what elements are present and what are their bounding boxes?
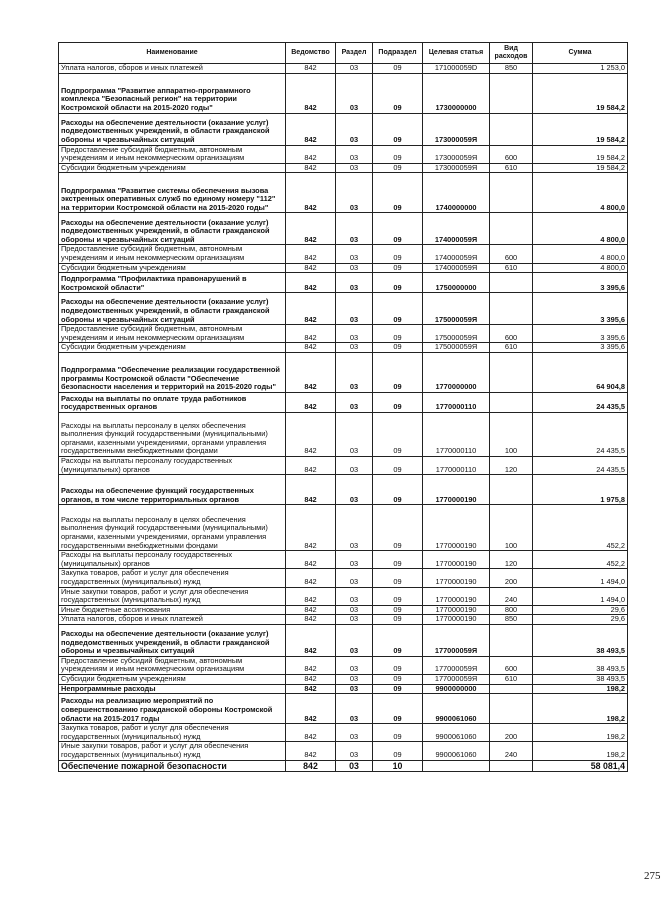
cell-target-article: 175000059Я — [423, 293, 490, 325]
table-row — [59, 742, 628, 760]
cell-name: Закупка товаров, работ и услуг для обеспечения государственных (муниципальных) нужд — [59, 724, 286, 742]
cell-name: Расходы на обеспечение деятельности (оказание услуг) подведомственных учреждений, в области гражданской обороны и чрезвычайных ситуаций — [59, 624, 286, 656]
table-row — [59, 505, 628, 551]
cell-target-article: 9900061060 — [423, 694, 490, 724]
cell-vedomstvo: 842 — [286, 675, 336, 685]
cell-sum: 3 395,6 — [533, 343, 628, 353]
cell-razdel: 03 — [336, 293, 373, 325]
cell-target-article: 9900061060 — [423, 724, 490, 742]
table-row — [59, 412, 628, 456]
cell-podrazdel: 09 — [373, 675, 423, 685]
cell-razdel: 03 — [336, 73, 373, 113]
cell-sum: 24 435,5 — [533, 392, 628, 412]
cell-expense-type: 240 — [490, 742, 533, 760]
cell-name: Расходы на выплаты персоналу государственных (муниципальных) органов — [59, 456, 286, 474]
cell-podrazdel: 09 — [373, 325, 423, 343]
cell-razdel: 03 — [336, 605, 373, 615]
cell-name: Уплата налогов, сборов и иных платежей — [59, 615, 286, 625]
table-row — [59, 263, 628, 273]
cell-name: Расходы на обеспечение деятельности (оказание услуг) подведомственных учреждений, в области гражданской обороны и чрезвычайных ситуаций — [59, 293, 286, 325]
cell-razdel: 03 — [336, 742, 373, 760]
table-row — [59, 325, 628, 343]
cell-expense-type: 850 — [490, 615, 533, 625]
cell-target-article: 1770000190 — [423, 615, 490, 625]
cell-razdel: 03 — [336, 456, 373, 474]
cell-razdel: 03 — [336, 684, 373, 694]
cell-name: Иные закупки товаров, работ и услуг для обеспечения государственных (муниципальных) нужд — [59, 587, 286, 605]
cell-target-article: 173000059Я — [423, 163, 490, 173]
cell-target-article: 1770000190 — [423, 475, 490, 505]
cell-name: Подпрограмма "Обеспечение реализации государственной программы Костромской области "Обеспечение безопасности населения и территорий на 2015-2020 годы" — [59, 352, 286, 392]
cell-vedomstvo: 842 — [286, 163, 336, 173]
cell-sum: 4 800,0 — [533, 173, 628, 213]
cell-target-article: 175000059Я — [423, 343, 490, 353]
cell-sum: 64 904,8 — [533, 352, 628, 392]
cell-vedomstvo: 842 — [286, 587, 336, 605]
cell-name: Предоставление субсидий бюджетным, автономным учреждениям и иным некоммерческим организациям — [59, 145, 286, 163]
cell-razdel: 03 — [336, 675, 373, 685]
cell-vedomstvo: 842 — [286, 325, 336, 343]
cell-podrazdel: 09 — [373, 352, 423, 392]
cell-target-article: 1770000190 — [423, 551, 490, 569]
cell-podrazdel: 09 — [373, 684, 423, 694]
table-row — [59, 293, 628, 325]
table-row — [59, 624, 628, 656]
cell-sum: 4 800,0 — [533, 213, 628, 245]
cell-sum: 1 494,0 — [533, 569, 628, 587]
cell-target-article: 1770000190 — [423, 587, 490, 605]
cell-sum: 198,2 — [533, 694, 628, 724]
cell-razdel: 03 — [336, 145, 373, 163]
cell-razdel: 03 — [336, 64, 373, 74]
cell-vedomstvo: 842 — [286, 113, 336, 145]
cell-podrazdel: 09 — [373, 551, 423, 569]
cell-vedomstvo: 842 — [286, 605, 336, 615]
cell-target-article: 174000059Я — [423, 245, 490, 263]
cell-name: Предоставление субсидий бюджетным, автономным учреждениям и иным некоммерческим организациям — [59, 245, 286, 263]
table-row — [59, 456, 628, 474]
cell-expense-type: 600 — [490, 145, 533, 163]
cell-podrazdel: 09 — [373, 64, 423, 74]
cell-expense-type: 600 — [490, 245, 533, 263]
document-page — [58, 42, 661, 882]
cell-podrazdel: 09 — [373, 615, 423, 625]
cell-vedomstvo: 842 — [286, 694, 336, 724]
cell-expense-type — [490, 73, 533, 113]
cell-target-article: 177000059Я — [423, 624, 490, 656]
cell-name: Расходы на выплаты персоналу государственных (муниципальных) органов — [59, 551, 286, 569]
cell-name: Обеспечение пожарной безопасности — [59, 760, 286, 771]
cell-expense-type: 200 — [490, 724, 533, 742]
table-row — [59, 145, 628, 163]
table-header-row — [59, 43, 628, 64]
cell-vedomstvo: 842 — [286, 551, 336, 569]
header-vedomstvo: Ведомство — [286, 43, 336, 64]
cell-razdel: 03 — [336, 343, 373, 353]
cell-podrazdel: 09 — [373, 145, 423, 163]
cell-vedomstvo: 842 — [286, 343, 336, 353]
cell-sum: 19 584,2 — [533, 145, 628, 163]
cell-vedomstvo: 842 — [286, 456, 336, 474]
cell-razdel: 03 — [336, 569, 373, 587]
cell-sum: 19 584,2 — [533, 113, 628, 145]
cell-expense-type: 120 — [490, 551, 533, 569]
cell-podrazdel: 09 — [373, 475, 423, 505]
cell-name: Предоставление субсидий бюджетным, автономным учреждениям и иным некоммерческим организациям — [59, 325, 286, 343]
table-row — [59, 656, 628, 674]
cell-sum: 198,2 — [533, 684, 628, 694]
table-row — [59, 684, 628, 694]
cell-razdel: 03 — [336, 263, 373, 273]
cell-sum: 24 435,5 — [533, 412, 628, 456]
cell-razdel: 03 — [336, 475, 373, 505]
cell-vedomstvo: 842 — [286, 293, 336, 325]
cell-podrazdel: 09 — [373, 569, 423, 587]
cell-expense-type — [490, 392, 533, 412]
cell-podrazdel: 09 — [373, 505, 423, 551]
table-row — [59, 675, 628, 685]
cell-expense-type: 200 — [490, 569, 533, 587]
cell-name: Закупка товаров, работ и услуг для обеспечения государственных (муниципальных) нужд — [59, 569, 286, 587]
cell-sum: 3 395,6 — [533, 293, 628, 325]
page-number: 275 — [644, 870, 661, 882]
cell-podrazdel: 09 — [373, 605, 423, 615]
cell-podrazdel: 09 — [373, 113, 423, 145]
cell-razdel: 03 — [336, 656, 373, 674]
cell-sum: 29,6 — [533, 605, 628, 615]
cell-name: Расходы на выплаты персоналу в целях обеспечения выполнения функций государственными (муниципальными) органами, казенными учреждениями, органами управления государственными внебюджетными фондами — [59, 412, 286, 456]
table-row — [59, 113, 628, 145]
cell-expense-type: 610 — [490, 263, 533, 273]
table-row — [59, 245, 628, 263]
cell-sum: 38 493,5 — [533, 656, 628, 674]
cell-target-article: 173000059Я — [423, 145, 490, 163]
cell-name: Иные закупки товаров, работ и услуг для обеспечения государственных (муниципальных) нужд — [59, 742, 286, 760]
cell-vedomstvo: 842 — [286, 352, 336, 392]
cell-podrazdel: 09 — [373, 263, 423, 273]
cell-name: Непрограммные расходы — [59, 684, 286, 694]
cell-podrazdel: 09 — [373, 213, 423, 245]
cell-sum: 3 395,6 — [533, 273, 628, 293]
cell-expense-type: 600 — [490, 325, 533, 343]
cell-podrazdel: 09 — [373, 163, 423, 173]
cell-target-article: 1730000000 — [423, 73, 490, 113]
cell-podrazdel: 09 — [373, 587, 423, 605]
cell-name: Расходы на выплаты по оплате труда работников государственных органов — [59, 392, 286, 412]
cell-razdel: 03 — [336, 412, 373, 456]
cell-sum: 1 975,8 — [533, 475, 628, 505]
cell-razdel: 03 — [336, 760, 373, 771]
header-target-article: Целевая статья — [423, 43, 490, 64]
cell-expense-type: 240 — [490, 587, 533, 605]
table-row — [59, 392, 628, 412]
cell-sum: 452,2 — [533, 505, 628, 551]
cell-expense-type — [490, 113, 533, 145]
cell-vedomstvo: 842 — [286, 263, 336, 273]
cell-name: Подпрограмма "Развитие системы обеспечения вызова экстренных оперативных служб по единому номеру "112" на территории Костромской области на 2015-2020 годы" — [59, 173, 286, 213]
cell-vedomstvo: 842 — [286, 273, 336, 293]
cell-target-article: 9900000000 — [423, 684, 490, 694]
table-row — [59, 213, 628, 245]
cell-target-article: 1740000000 — [423, 173, 490, 213]
cell-sum: 58 081,4 — [533, 760, 628, 771]
cell-expense-type — [490, 624, 533, 656]
cell-target-article: 1770000110 — [423, 412, 490, 456]
cell-podrazdel: 09 — [373, 293, 423, 325]
table-body — [59, 64, 628, 772]
cell-vedomstvo: 842 — [286, 245, 336, 263]
table-row — [59, 724, 628, 742]
cell-expense-type: 850 — [490, 64, 533, 74]
cell-vedomstvo: 842 — [286, 475, 336, 505]
cell-target-article: 175000059Я — [423, 325, 490, 343]
cell-name: Иные бюджетные ассигнования — [59, 605, 286, 615]
cell-razdel: 03 — [336, 724, 373, 742]
cell-target-article: 9900061060 — [423, 742, 490, 760]
cell-podrazdel: 10 — [373, 760, 423, 771]
cell-target-article — [423, 760, 490, 771]
cell-vedomstvo: 842 — [286, 624, 336, 656]
cell-podrazdel: 09 — [373, 173, 423, 213]
cell-name: Расходы на обеспечение деятельности (оказание услуг) подведомственных учреждений, в области гражданской обороны и чрезвычайных ситуаций — [59, 213, 286, 245]
cell-podrazdel: 09 — [373, 273, 423, 293]
table-row — [59, 64, 628, 74]
cell-sum: 3 395,6 — [533, 325, 628, 343]
cell-target-article: 1770000110 — [423, 392, 490, 412]
cell-target-article: 1770000190 — [423, 505, 490, 551]
cell-vedomstvo: 842 — [286, 615, 336, 625]
cell-expense-type: 800 — [490, 605, 533, 615]
cell-podrazdel: 09 — [373, 742, 423, 760]
header-sum: Сумма — [533, 43, 628, 64]
cell-sum: 1 253,0 — [533, 64, 628, 74]
cell-name: Расходы на реализацию мероприятий по совершенствованию гражданской обороны Костромской области на 2015-2017 годы — [59, 694, 286, 724]
cell-vedomstvo: 842 — [286, 742, 336, 760]
cell-sum: 452,2 — [533, 551, 628, 569]
cell-target-article: 1770000000 — [423, 352, 490, 392]
cell-name: Уплата налогов, сборов и иных платежей — [59, 64, 286, 74]
cell-target-article: 1770000190 — [423, 605, 490, 615]
cell-expense-type — [490, 475, 533, 505]
table-row — [59, 551, 628, 569]
cell-razdel: 03 — [336, 587, 373, 605]
cell-name: Субсидии бюджетным учреждениям — [59, 263, 286, 273]
cell-sum: 198,2 — [533, 742, 628, 760]
cell-vedomstvo: 842 — [286, 760, 336, 771]
cell-razdel: 03 — [336, 163, 373, 173]
cell-razdel: 03 — [336, 245, 373, 263]
cell-target-article: 171000059D — [423, 64, 490, 74]
table-row — [59, 173, 628, 213]
cell-target-article: 174000059Я — [423, 263, 490, 273]
cell-podrazdel: 09 — [373, 456, 423, 474]
cell-podrazdel: 09 — [373, 624, 423, 656]
cell-sum: 198,2 — [533, 724, 628, 742]
cell-vedomstvo: 842 — [286, 392, 336, 412]
cell-podrazdel: 09 — [373, 73, 423, 113]
cell-name: Подпрограмма "Профилактика правонарушений в Костромской области" — [59, 273, 286, 293]
cell-target-article: 177000059Я — [423, 675, 490, 685]
cell-name: Расходы на выплаты персоналу в целях обеспечения выполнения функций государственными (муниципальными) органами, казенными учреждениями, органами управления государственными внебюджетными фондами — [59, 505, 286, 551]
cell-podrazdel: 09 — [373, 343, 423, 353]
cell-razdel: 03 — [336, 213, 373, 245]
cell-expense-type: 100 — [490, 505, 533, 551]
cell-name: Расходы на обеспечение деятельности (оказание услуг) подведомственных учреждений, в области гражданской обороны и чрезвычайных ситуаций — [59, 113, 286, 145]
cell-expense-type — [490, 293, 533, 325]
cell-expense-type: 100 — [490, 412, 533, 456]
cell-expense-type — [490, 273, 533, 293]
table-row — [59, 587, 628, 605]
table-row — [59, 73, 628, 113]
cell-vedomstvo: 842 — [286, 173, 336, 213]
cell-podrazdel: 09 — [373, 724, 423, 742]
cell-name: Подпрограмма "Развитие аппаратно-программного комплекса "Безопасный регион" на территории Костромской области на 2015-2020 годы" — [59, 73, 286, 113]
table-row — [59, 760, 628, 771]
table-row — [59, 352, 628, 392]
cell-sum: 29,6 — [533, 615, 628, 625]
cell-target-article: 174000059Я — [423, 213, 490, 245]
header-expense-type: Вид расходов — [490, 43, 533, 64]
cell-sum: 4 800,0 — [533, 245, 628, 263]
cell-razdel: 03 — [336, 173, 373, 213]
cell-podrazdel: 09 — [373, 656, 423, 674]
table-row — [59, 273, 628, 293]
table-row — [59, 569, 628, 587]
table-row — [59, 343, 628, 353]
cell-sum: 24 435,5 — [533, 456, 628, 474]
cell-podrazdel: 09 — [373, 694, 423, 724]
cell-sum: 19 584,2 — [533, 73, 628, 113]
cell-razdel: 03 — [336, 325, 373, 343]
cell-sum: 4 800,0 — [533, 263, 628, 273]
cell-vedomstvo: 842 — [286, 684, 336, 694]
cell-name: Субсидии бюджетным учреждениям — [59, 163, 286, 173]
cell-name: Субсидии бюджетным учреждениям — [59, 343, 286, 353]
cell-sum: 38 493,5 — [533, 675, 628, 685]
table-row — [59, 694, 628, 724]
cell-vedomstvo: 842 — [286, 73, 336, 113]
cell-vedomstvo: 842 — [286, 656, 336, 674]
budget-table — [58, 42, 628, 772]
cell-razdel: 03 — [336, 505, 373, 551]
cell-razdel: 03 — [336, 352, 373, 392]
cell-target-article: 1770000190 — [423, 569, 490, 587]
header-name: Наименование — [59, 43, 286, 64]
cell-name: Предоставление субсидий бюджетным, автономным учреждениям и иным некоммерческим организациям — [59, 656, 286, 674]
cell-expense-type — [490, 173, 533, 213]
cell-razdel: 03 — [336, 694, 373, 724]
table-row — [59, 475, 628, 505]
cell-expense-type — [490, 684, 533, 694]
cell-expense-type: 610 — [490, 163, 533, 173]
cell-expense-type — [490, 694, 533, 724]
cell-podrazdel: 09 — [373, 245, 423, 263]
cell-name: Субсидии бюджетным учреждениям — [59, 675, 286, 685]
cell-sum: 1 494,0 — [533, 587, 628, 605]
cell-vedomstvo: 842 — [286, 145, 336, 163]
cell-expense-type: 600 — [490, 656, 533, 674]
cell-razdel: 03 — [336, 615, 373, 625]
cell-sum: 38 493,5 — [533, 624, 628, 656]
cell-vedomstvo: 842 — [286, 64, 336, 74]
cell-vedomstvo: 842 — [286, 505, 336, 551]
cell-razdel: 03 — [336, 113, 373, 145]
cell-vedomstvo: 842 — [286, 724, 336, 742]
cell-razdel: 03 — [336, 624, 373, 656]
header-razdel: Раздел — [336, 43, 373, 64]
cell-expense-type — [490, 352, 533, 392]
cell-expense-type: 610 — [490, 343, 533, 353]
cell-sum: 19 584,2 — [533, 163, 628, 173]
cell-razdel: 03 — [336, 392, 373, 412]
table-row — [59, 163, 628, 173]
cell-expense-type: 120 — [490, 456, 533, 474]
cell-target-article: 1750000000 — [423, 273, 490, 293]
cell-podrazdel: 09 — [373, 412, 423, 456]
cell-target-article: 177000059Я — [423, 656, 490, 674]
cell-target-article: 1770000110 — [423, 456, 490, 474]
cell-expense-type: 610 — [490, 675, 533, 685]
cell-razdel: 03 — [336, 551, 373, 569]
cell-name: Расходы на обеспечение функций государственных органов, в том числе территориальных органов — [59, 475, 286, 505]
table-row — [59, 615, 628, 625]
header-podrazdel: Подраздел — [373, 43, 423, 64]
cell-expense-type — [490, 213, 533, 245]
cell-expense-type — [490, 760, 533, 771]
cell-podrazdel: 09 — [373, 392, 423, 412]
cell-vedomstvo: 842 — [286, 412, 336, 456]
cell-vedomstvo: 842 — [286, 569, 336, 587]
cell-razdel: 03 — [336, 273, 373, 293]
cell-vedomstvo: 842 — [286, 213, 336, 245]
cell-target-article: 173000059Я — [423, 113, 490, 145]
